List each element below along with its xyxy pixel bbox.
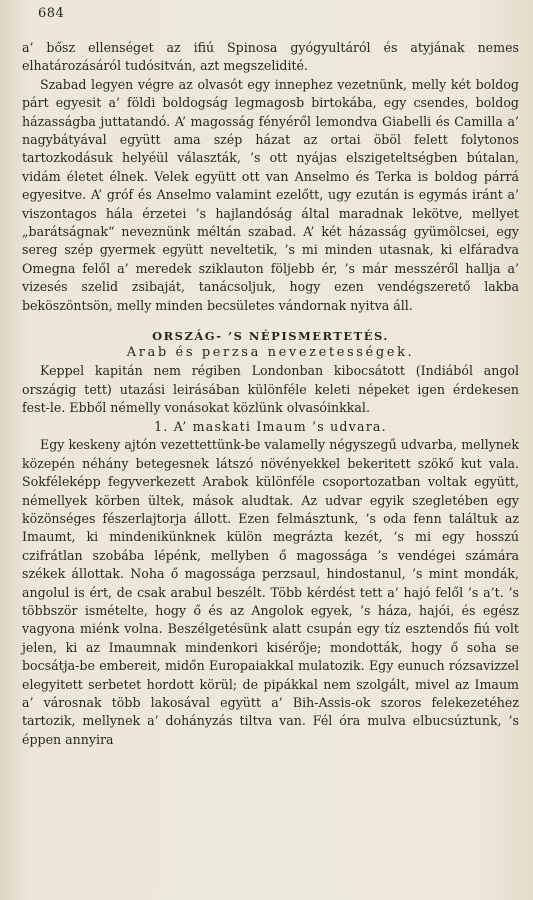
paragraph-intro: Keppel kapitán nem régiben Londonban kibocsátott (Indiából angol országig tett) utazási leirásában különféle keleti népeket igen érdekesen fest-le. Ebből némelly vonásokat közlünk olvasóinkkal. xyxy=(22,363,519,415)
subsection-heading: Arab és perzsa nevezetességek. xyxy=(126,345,415,361)
page-number: 684 xyxy=(38,6,65,21)
section-heading: ORSZÁG- ’S NÉPISMERTETÉS. xyxy=(152,329,389,344)
paragraph-wedding: Szabad legyen végre az olvasót egy innephez vezetnünk, melly két boldog párt egyesit a’ földi boldogság legmagosb birtokába, egy csendes, boldog házasságba juttatandó. A’ magosság fényéről lemondva Giabelli és Camilla a’ nagybátyával együtt ama szép házat az ortai öböl felett folytonos tartozkodásuk helyéül választák, ’s ott nyájas elszigeteltségben bútalan, vidám életet élnek. Velek együtt ott van Anselmo és Terka is boldog párrá egyesitve. A’ gróf és Anselmo valamint ezelőtt, ugy ezután is egymás iránt a’ viszontagos hála érzetei ’s hajlandóság által maradnak lekötve, mellyet „barátságnak“ neveznünk méltán szabad. A’ két házasság gyümölcsei, egy sereg szép gyermek együtt neveltetik, ’s mi minden utasnak, ki elfáradva Omegna felől a’ meredek sziklauton följebb ér, ’s már messzéről hallja a’ vizesés szelid zsibaját, tanácsoljuk, hogy ezen vendégszerető lakba beköszöntsön, melly minden becsületes vándornak nyitva áll. xyxy=(22,76,519,313)
paragraph-imaum: Egy keskeny ajtón vezettettünk-be valamelly négyszegű udvarba, mellynek közepén néhány betegesnek látszó növényekkel bekeritett szökő kut vala. Sokféleképp fegyverkezett Arabok különféle csoportozatban voltak együtt, némellyek körben ültek, mások aludtak. Az udvar egyik szegletében egy közönséges fészerlajtorja állott. Ezen felmásztunk, ’s oda fenn találtuk az Imaumt, ki mindenikünknek külön megrázta kezét, ’s mi egy hosszú czifrátlan szobába lépénk, mellyben ő magossága ’s vendégei számára székek állottak. Noha ő magossága perzsaul, hindostanul, ’s mint mondák, angolul is ért, de csak arabul beszélt. Több kérdést tett a’ hajó felől ’s a’t. ’s többször ismételte, hogy ő és az Angolok egyek, ’s háza, hajói, és egész vagyona miénk volna. Beszélgetésünk alatt csupán egy tíz esztendős fiú volt jelen, ki az Imaumnak mindenkori kisérője; mondották, hogy ő soha se bocsátja-be embereit, midőn Europaiakkal mulatozik. Egy eunuch rózsavizzel elegyitett serbetet hordott körül; de pipákkal nem szolgált, mivel az Imaum a’ városnak több lakosával együtt a’ Bih-Assis-ok szoros felekezetéhez tartozik, mellynek a’ dohányzás tiltva van. Fél óra mulva elbucsúztunk, ’s éppen annyira xyxy=(22,437,519,747)
paragraph-continuation: a’ bősz ellenséget az ifiú Spinosa gyógyultáról és atyjának nemes elhatározásáról tudósitván, azt megszelidité. xyxy=(22,40,519,74)
chapter-heading: 1. A’ maskati Imaum ’s udvara. xyxy=(154,419,387,435)
